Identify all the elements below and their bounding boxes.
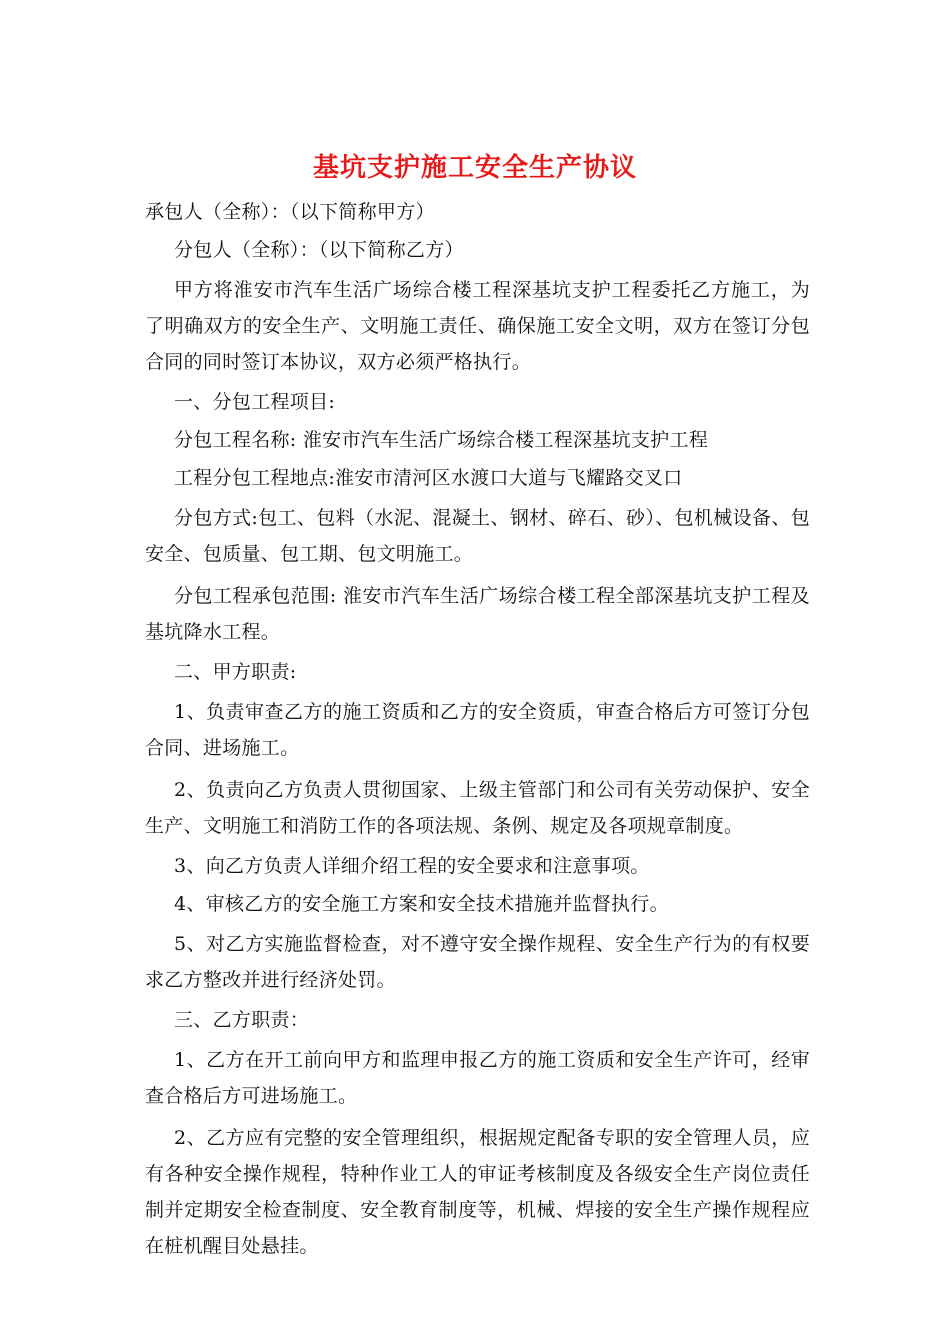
paragraph-party-b-duty-1: 1、乙方在开工前向甲方和监理申报乙方的施工资质和安全生产许可，经审查合格后方可进场施工。 — [145, 1049, 810, 1107]
paragraph-subcontractor: 分包人（全称）：（以下简称乙方） — [174, 239, 464, 261]
paragraph-party-a-duty-4: 4、审核乙方的安全施工方案和安全技术措施并监督执行。 — [174, 893, 669, 915]
section-heading-2: 二、甲方职责: — [174, 661, 297, 683]
paragraph-party-a-duty-2: 2、负责向乙方负责人贯彻国家、上级主管部门和公司有关劳动保护、安全生产、文明施工和消防工作的各项法规、条例、规定及各项规章制度。 — [145, 779, 810, 837]
document-body — [145, 196, 810, 1264]
paragraph-party-a-duty-3: 3、向乙方负责人详细介绍工程的安全要求和注意事项。 — [174, 855, 650, 877]
paragraph-subcontract-method: 分包方式:包工、包料（水泥、混凝土、钢材、碎石、砂）、包机械设备、包安全、包质量、包工期、包文明施工。 — [145, 507, 810, 565]
paragraph-project-name: 分包工程名称: 淮安市汽车生活广场综合楼工程深基坑支护工程 — [174, 429, 709, 451]
paragraph-project-location: 工程分包工程地点:淮安市清河区水渡口大道与飞耀路交叉口 — [174, 467, 683, 489]
document-title: 基坑支护施工安全生产协议 — [312, 153, 637, 183]
paragraph-party-a-duty-1: 1、负责审查乙方的施工资质和乙方的安全资质，审查合格后方可签订分包合同、进场施工。 — [145, 701, 810, 759]
paragraph-contractor: 承包人（全称）：（以下简称甲方） — [145, 201, 435, 223]
paragraph-party-b-duty-2: 2、乙方应有完整的安全管理组织，根据规定配备专职的安全管理人员，应有各种安全操作规程，特种作业工人的审证考核制度及各级安全生产岗位责任制并定期安全检查制度、安全教育制度等，机械、焊接的安全生产操作规程应在桩机醒目处悬挂。 — [145, 1127, 810, 1257]
section-heading-3: 三、乙方职责： — [174, 1009, 310, 1031]
paragraph-subcontract-scope: 分包工程承包范围: 淮安市汽车生活广场综合楼工程全部深基坑支护工程及基坑降水工程。 — [145, 585, 810, 643]
section-heading-1: 一、分包工程项目: — [174, 391, 336, 413]
paragraph-party-a-duty-5: 5、对乙方实施监督检查，对不遵守安全操作规程、安全生产行为的有权要求乙方整改并进行经济处罚。 — [145, 933, 810, 991]
paragraph-intro: 甲方将淮安市汽车生活广场综合楼工程深基坑支护工程委托乙方施工，为了明确双方的安全生产、文明施工责任、确保施工安全文明，双方在签订分包合同的同时签订本协议，双方必须严格执行。 — [145, 279, 810, 373]
